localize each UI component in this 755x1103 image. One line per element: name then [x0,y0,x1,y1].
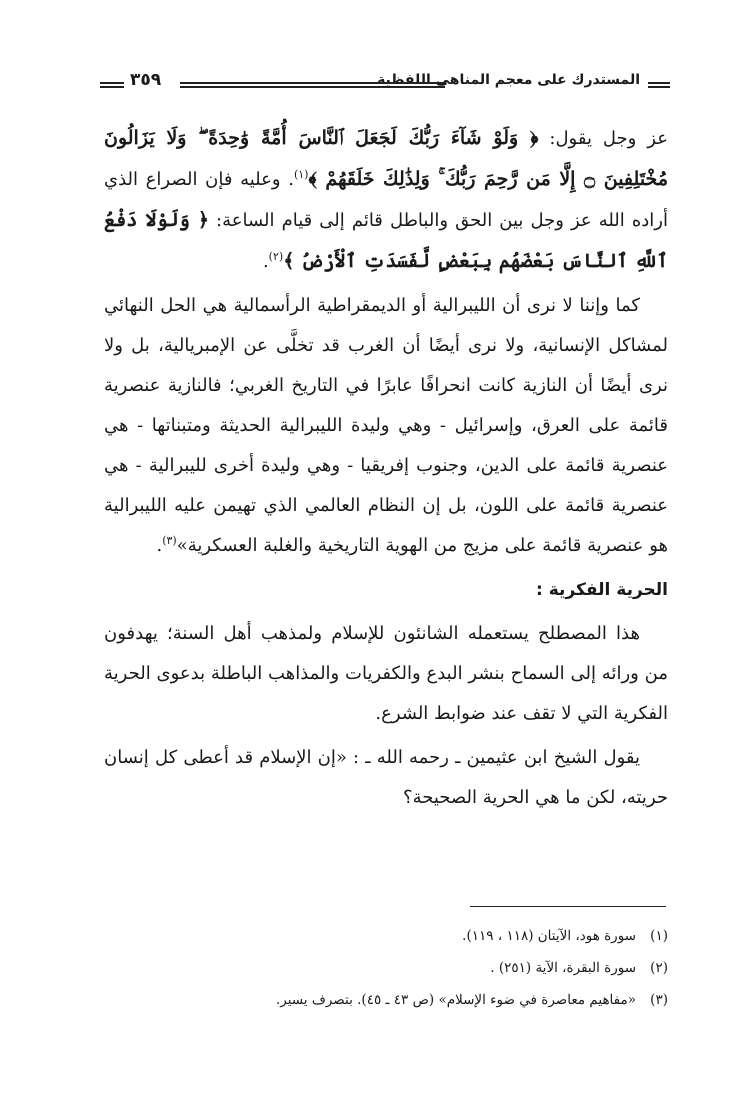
paragraph-2-text: كما وإننا لا نرى أن الليبرالية أو الديمقراطية الرأسمالية هي الحل النهائي لمشاكل الإنسانية، ولا نرى أيضًا أن الغرب قد تخلَّى عن الإمبريالية، بل ولا نرى أيضًا أن النازية كانت انحرافًا عابرًا في التاريخ الغربي؛ فالنازية عنصرية قائمة على العرق، وإسرائيل - وهي وليدة الليبرالية الحديثة ومتبناتها - هي عنصرية قائمة على الدين، وجنوب إفريقيا - وهي وليدة أخرى لليبرالية - هي عنصرية قائمة على اللون، بل إن النظام العالمي الذي تهيمن عليه الليبرالية هو عنصرية قائمة على مزيج من الهوية التاريخية والغلبة العسكرية» [104,295,668,556]
footnote-ref-3[interactable]: (٣) [162,534,177,547]
page-number: ٣٥٩ [130,70,162,90]
paragraph-3: هذا المصطلح يستعمله الشانئون للإسلام ولمذهب أهل السنة؛ يهدفون من ورائه إلى السماح بنشر البدع والكفريات والمذاهب الباطلة بدعوى الحرية الفكرية التي لا تقف عند ضوابط الشرع. [104,623,668,724]
header-rule-right [648,82,670,88]
footnote-ref-1[interactable]: (١) [293,168,309,181]
footnote-ref-2[interactable]: (٢) [268,250,284,263]
footnote-2-text: سورة البقرة، الآية (٢٥١) . [490,960,636,976]
paragraph-1-end: . [262,251,269,272]
paragraph-2 [104,286,668,566]
footnote-separator [470,906,666,907]
header-rule-left [100,82,124,88]
footnote-3 [104,984,668,1016]
footnote-1 [104,920,668,952]
footnote-2-number: (٢) [650,960,668,976]
footnote-3-number: (٣) [650,992,668,1008]
paragraph-4: يقول الشيخ ابن عثيمين ـ رحمه الله ـ : «إن الإسلام قد أعطى كل إنسان حريته، لكن ما هي الحرية الصحيحة؟ [104,747,668,808]
header-rule-middle [180,82,445,88]
section-heading: الحرية الفكرية : [536,580,668,600]
footnote-2 [104,952,668,984]
main-text [104,118,668,822]
paragraph-1-intro: عز وجل يقول: [549,128,668,149]
book-title: المستدرك على معجم المناهي اللفظية [377,72,640,88]
running-header [100,70,670,100]
footnote-1-text: سورة هود، الآيتان (١١٨ ، ١١٩). [462,928,636,944]
footnote-3-text: «مفاهيم معاصرة في ضوء الإسلام» (ص ٤٣ ـ ٤٥). بتصرف يسير. [275,992,636,1008]
paragraph-1-middle: . وعليه فإن الصراع الذي أراده الله عز وجل بين الحق والباطل قائم إلى قيام الساعة: [104,169,668,231]
footnote-1-number: (١) [650,928,668,944]
paragraph-2-end: . [156,535,163,556]
footnotes [104,920,668,1016]
quran-verse-2: ﴿ وَلَوْلَا دَفْعُ ٱللَّهِ ٱلنَّاسَ بَعْضَهُم بِبَعْضٍ لَّفَسَدَتِ ٱلْأَرْضُ ﴾ [104,209,668,272]
quran-verse-1: ﴿ وَلَوْ شَآءَ رَبُّكَ لَجَعَلَ ٱلنَّاسَ أُمَّةً وَٰحِدَةً ۖ وَلَا يَزَالُونَ مُخْتَلِفِينَ ۝ إِلَّا مَن رَّحِمَ رَبُّكَ ۚ وَلِذَٰلِكَ خَلَقَهُمْ ﴾ [104,127,668,190]
paragraph-1 [104,118,668,282]
